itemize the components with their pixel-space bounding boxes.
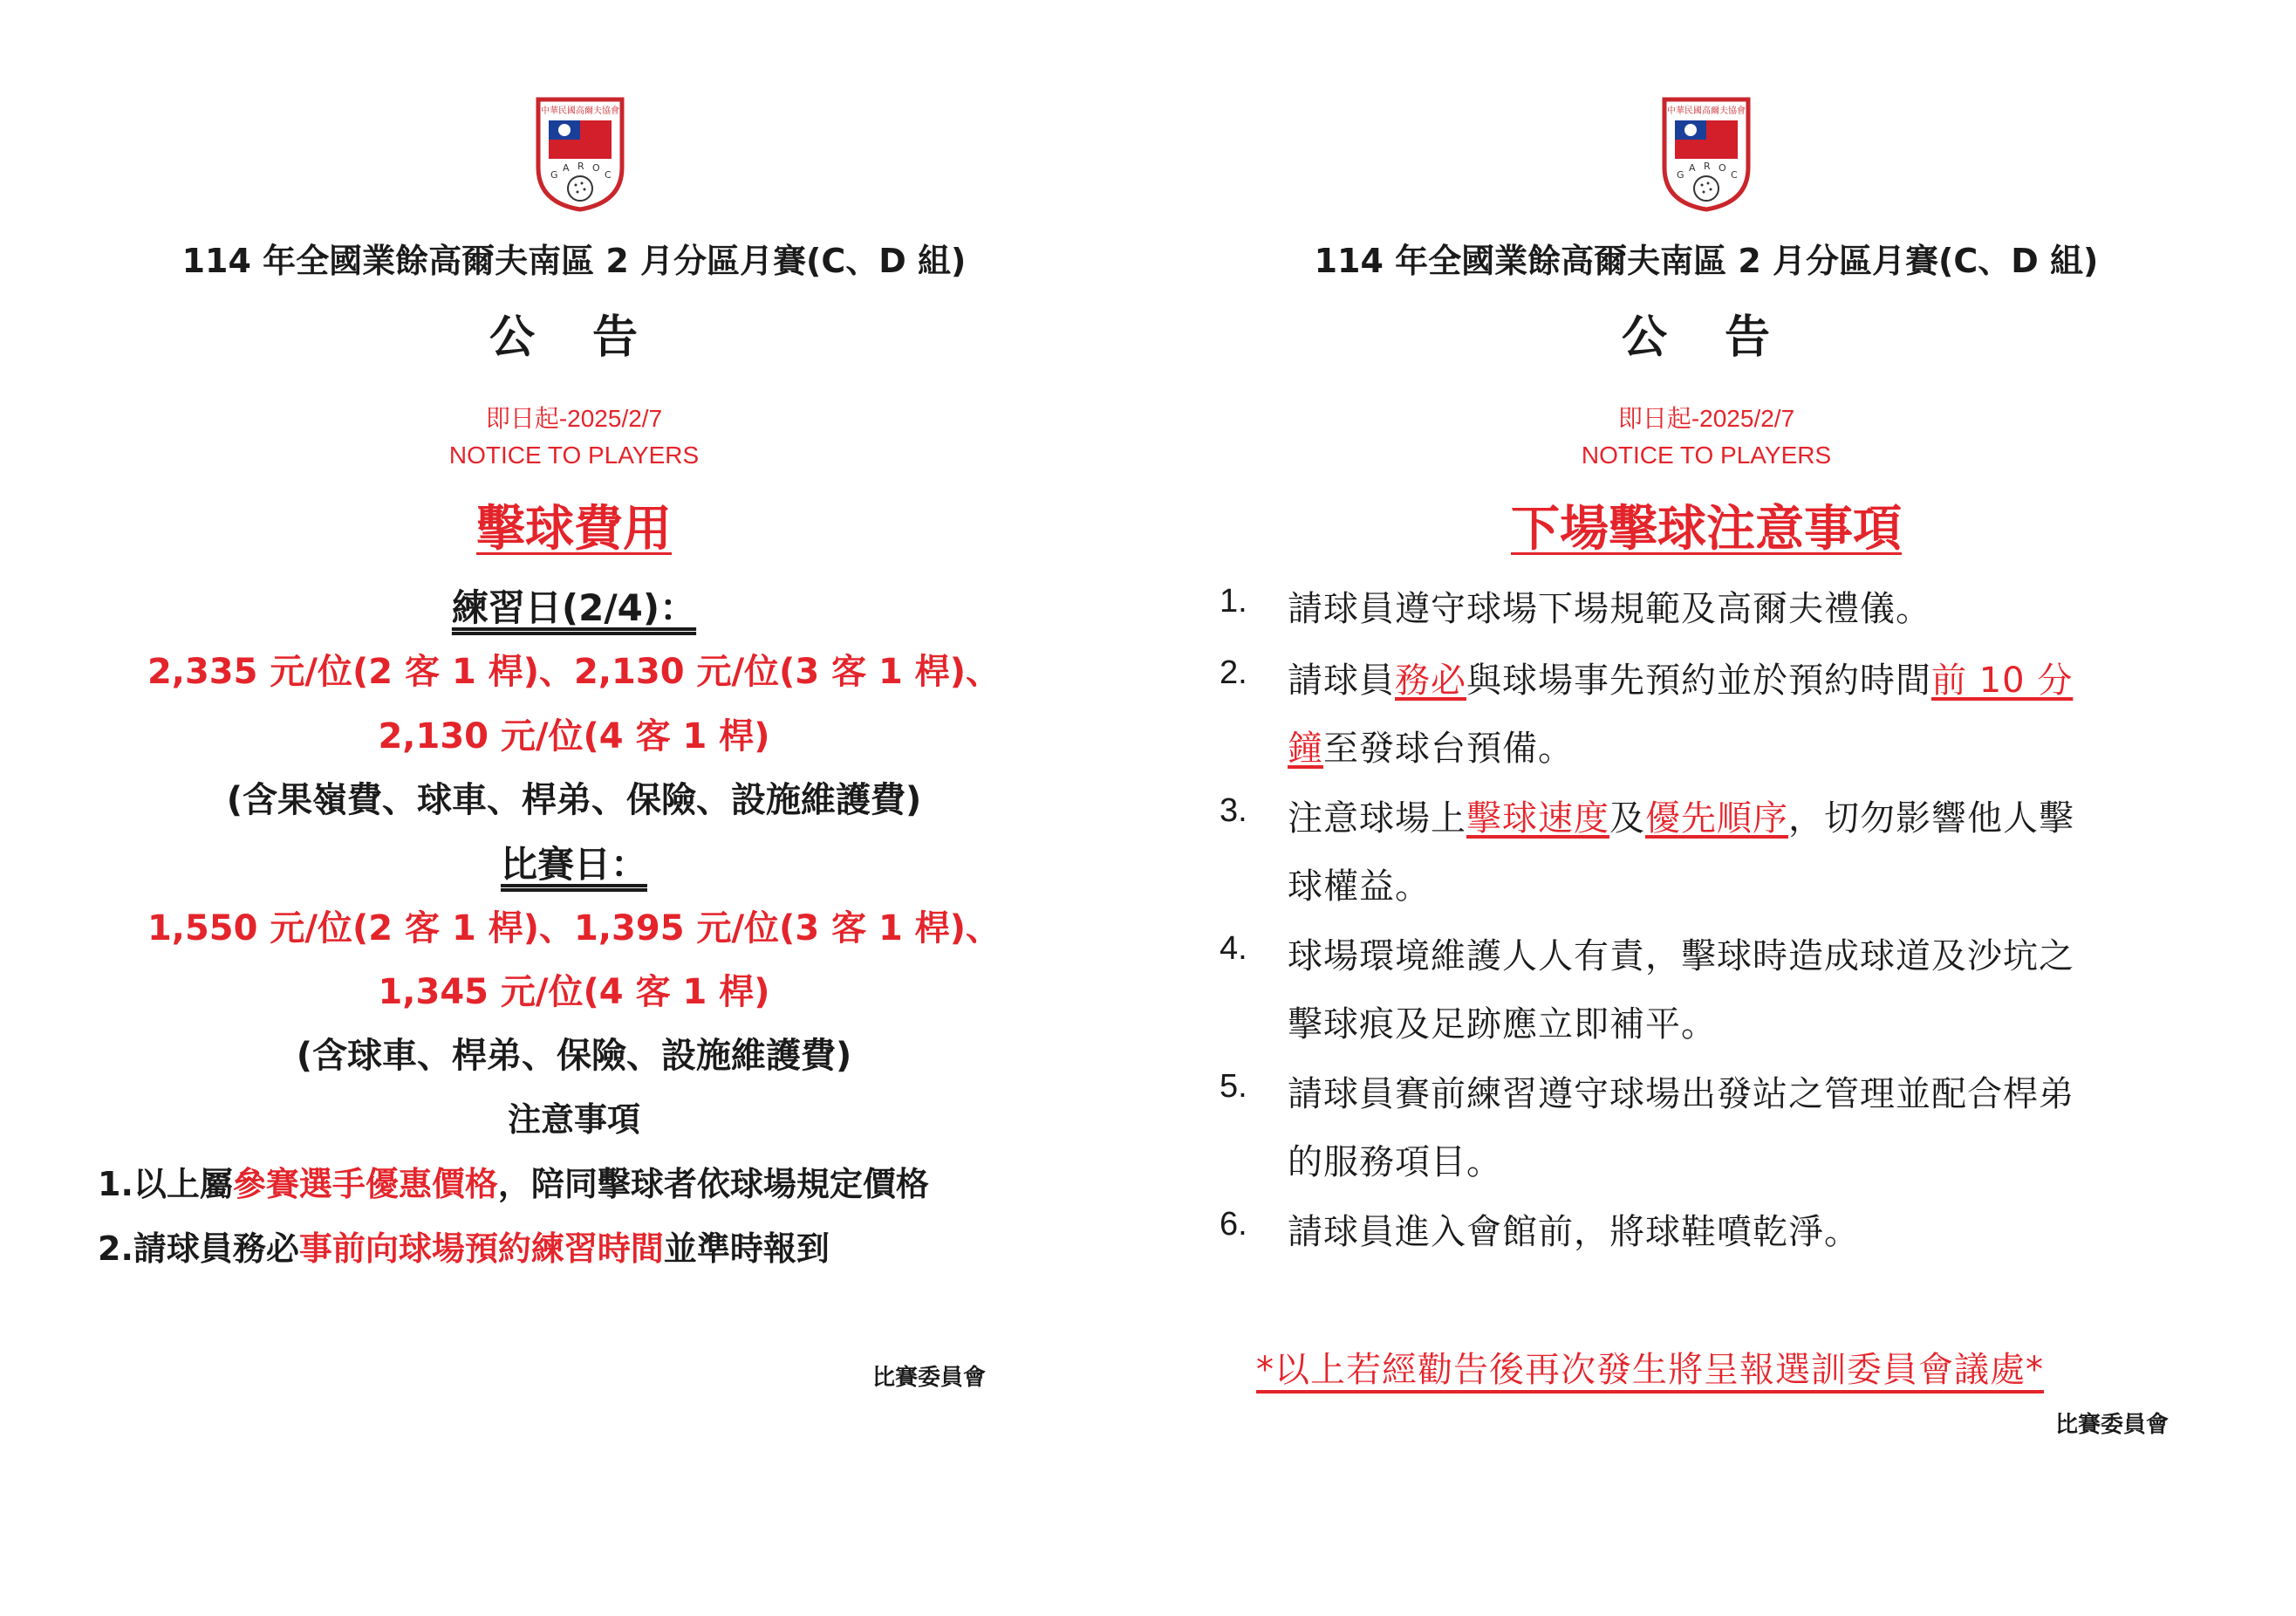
practice-price-line: 2,130 元/位(4 客 1 桿) (378, 716, 770, 757)
list-item-continued: 鐘至發球台預備。 (1288, 729, 1574, 769)
list-item-continued: 擊球痕及足跡應立即補平。 (1288, 1004, 1717, 1044)
svg-text:O: O (1719, 162, 1726, 174)
notice-label: 公 告 (489, 312, 659, 364)
list-number: 1. (1220, 583, 1247, 620)
list-number: 5. (1220, 1068, 1247, 1105)
svg-text:O: O (592, 162, 600, 174)
effective-date: 即日起-2025/2/7 (485, 405, 663, 432)
note-item: 1.以上屬參賽選手優惠價格，陪同擊球者依球場規定價格 (98, 1165, 929, 1203)
match-inclusions: (含球車、桿弟、保險、設施維護費) (296, 1036, 852, 1076)
svg-text:C: C (1731, 169, 1738, 181)
warning-text: *以上若經勸告後再次發生將呈報選訓委員會議處* (1256, 1350, 2044, 1390)
list-item: 請球員進入會館前，將球鞋噴乾淨。 (1288, 1212, 1860, 1252)
right-notice-page (1148, 0, 2296, 1616)
section-heading: 下場擊球注意事項 (1511, 501, 1902, 558)
notice-label: 公 告 (1621, 312, 1792, 364)
notice-english: NOTICE TO PLAYERS (448, 442, 700, 469)
section-heading: 擊球費用 (476, 501, 672, 558)
list-number: 6. (1220, 1206, 1247, 1243)
practice-inclusions: (含果嶺費、球車、桿弟、保險、設施維護費) (226, 780, 922, 820)
svg-text:R: R (577, 161, 584, 172)
effective-date: 即日起-2025/2/7 (1617, 405, 1795, 432)
notice-english: NOTICE TO PLAYERS (1581, 442, 1832, 469)
list-item: 請球員務必與球場事先預約並於預約時間前 10 分 (1288, 661, 2074, 701)
list-number: 3. (1220, 792, 1247, 829)
list-item-continued: 的服務項目。 (1288, 1142, 1502, 1182)
svg-text:C: C (605, 169, 612, 181)
notes-title: 注意事項 (507, 1100, 640, 1139)
match-day-label: 比賽日： (500, 843, 647, 886)
svg-text:中華民國高爾夫協會: 中華民國高爾夫協會 (1667, 106, 1746, 116)
garoc-logo (1657, 94, 1755, 213)
list-item-continued: 球權益。 (1288, 866, 1431, 907)
list-number: 4. (1220, 930, 1247, 967)
practice-price-line: 2,335 元/位(2 客 1 桿)、2,130 元/位(3 客 1 桿)、 (147, 652, 1001, 692)
svg-text:R: R (1704, 161, 1711, 172)
svg-text:A: A (563, 162, 570, 174)
svg-text:中華民國高爾夫協會: 中華民國高爾夫協會 (541, 106, 619, 116)
list-item: 球場環境維護人人有責，擊球時造成球道及沙坑之 (1288, 936, 2074, 976)
committee-signature: 比賽委員會 (872, 1365, 987, 1391)
page-title: 114 年全國業餘高爾夫南區 2 月分區月賽(C、D 組) (181, 242, 967, 280)
page-title: 114 年全國業餘高爾夫南區 2 月分區月賽(C、D 組) (1314, 242, 2099, 280)
list-item: 注意球場上擊球速度及優先順序，切勿影響他人擊 (1288, 798, 2074, 839)
practice-day-label: 練習日(2/4)： (451, 586, 697, 629)
committee-signature: 比賽委員會 (2055, 1412, 2170, 1438)
list-item: 請球員賽前練習遵守球場出發站之管理並配合桿弟 (1288, 1074, 2074, 1114)
svg-text:G: G (550, 169, 558, 181)
svg-text:G: G (1677, 169, 1684, 181)
match-price-line: 1,345 元/位(4 客 1 桿) (378, 972, 770, 1012)
match-price-line: 1,550 元/位(2 客 1 桿)、1,395 元/位(3 客 1 桿)、 (147, 908, 1001, 948)
note-item: 2.請球員務必事前向球場預約練習時間並準時報到 (98, 1229, 830, 1268)
list-item: 請球員遵守球場下場規範及高爾夫禮儀。 (1288, 589, 1931, 629)
garoc-logo (531, 94, 629, 213)
list-number: 2. (1220, 654, 1247, 691)
svg-text:A: A (1689, 162, 1696, 174)
